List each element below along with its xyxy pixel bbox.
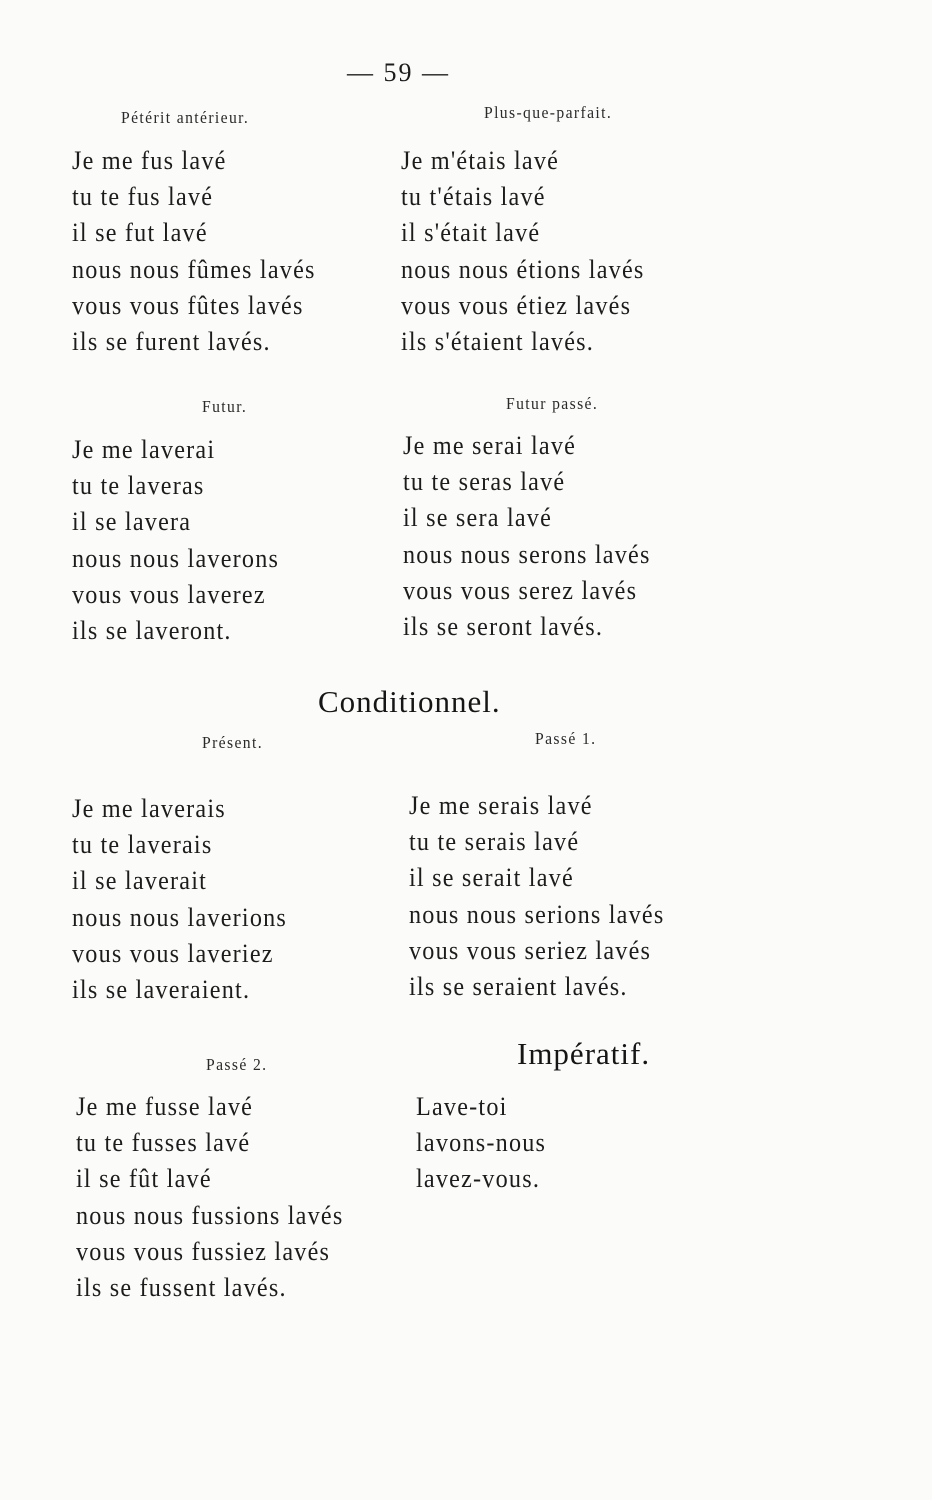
conjugation-line: vous vous fûtes lavés bbox=[72, 290, 304, 320]
label-futur-passe: Futur passé. bbox=[506, 394, 599, 413]
conjugation-line: tu te laverais bbox=[72, 830, 213, 860]
section-title-conditionnel: Conditionnel. bbox=[318, 684, 501, 719]
label-plus-que-parfait: Plus-que-parfait. bbox=[484, 103, 613, 122]
conjugation-line: ils se laveraient. bbox=[72, 974, 251, 1004]
conjugation-line: il se fût lavé bbox=[76, 1164, 212, 1194]
conjugation-line: ils se fussent lavés. bbox=[76, 1272, 287, 1302]
conjugation-line: Je me fusse lavé bbox=[76, 1092, 254, 1121]
conjugation-futur-passe bbox=[403, 428, 669, 645]
conjugation-line: il s'était lavé bbox=[401, 218, 541, 248]
conjugation-line: tu te fus lavé bbox=[72, 182, 214, 212]
conjugation-line: nous nous serions lavés bbox=[409, 899, 665, 929]
conjugation-line: vous vous laveriez bbox=[72, 938, 274, 968]
label-futur: Futur. bbox=[202, 397, 248, 416]
conjugation-conditionnel-passe-1 bbox=[409, 788, 684, 1005]
conjugation-line: ils s'étaient lavés. bbox=[401, 326, 595, 356]
conjugation-line: vous vous serez lavés bbox=[403, 575, 638, 605]
conjugation-imperatif bbox=[416, 1089, 556, 1198]
conjugation-line: il se sera lavé bbox=[403, 503, 553, 533]
conjugation-line: lavez-vous. bbox=[416, 1164, 541, 1194]
label-present: Présent. bbox=[202, 733, 263, 752]
conjugation-line: nous nous étions lavés bbox=[401, 254, 645, 284]
conjugation-line: nous nous laverons bbox=[72, 543, 280, 573]
label-preterit-anterieur: Pétérit antérieur. bbox=[121, 108, 250, 127]
conjugation-line: il se lavera bbox=[72, 507, 192, 537]
conjugation-line: Je me serai lavé bbox=[403, 431, 577, 460]
conjugation-futur bbox=[72, 432, 295, 649]
conjugation-line: Je m'étais lavé bbox=[401, 146, 560, 175]
conjugation-line: Je me laverai bbox=[72, 435, 216, 464]
conjugation-line: nous nous laverions bbox=[72, 902, 288, 932]
conjugation-line: lavons-nous bbox=[416, 1128, 547, 1158]
conjugation-line: tu t'étais lavé bbox=[401, 182, 546, 212]
conjugation-line: ils se furent lavés. bbox=[72, 326, 271, 356]
conjugation-line: vous vous laverez bbox=[72, 579, 266, 609]
conjugation-line: Je me fus lavé bbox=[72, 146, 227, 175]
conjugation-preterit-anterieur bbox=[72, 143, 334, 360]
conjugation-line: Je me laverais bbox=[72, 794, 226, 823]
conjugation-line: Lave-toi bbox=[416, 1092, 508, 1121]
conjugation-line: Je me serais lavé bbox=[409, 791, 593, 820]
label-passe-2: Passé 2. bbox=[206, 1055, 268, 1074]
conjugation-line: vous vous fussiez lavés bbox=[76, 1236, 331, 1266]
conjugation-line: il se serait lavé bbox=[409, 863, 574, 893]
page-number: — 59 — bbox=[347, 58, 450, 87]
conjugation-line: nous nous fûmes lavés bbox=[72, 254, 316, 284]
conjugation-line: tu te fusses lavé bbox=[76, 1128, 251, 1158]
conjugation-line: vous vous étiez lavés bbox=[401, 290, 632, 320]
conjugation-line: ils se seraient lavés. bbox=[409, 971, 628, 1001]
conjugation-line: tu te serais lavé bbox=[409, 827, 580, 857]
conjugation-conditionnel-passe-2 bbox=[76, 1089, 364, 1306]
conjugation-line: il se fut lavé bbox=[72, 218, 208, 248]
label-passe-1: Passé 1. bbox=[535, 729, 597, 748]
conjugation-line: il se laverait bbox=[72, 866, 208, 896]
conjugation-conditionnel-present bbox=[72, 791, 303, 1008]
section-title-imperatif: Impératif. bbox=[517, 1036, 651, 1071]
conjugation-plus-que-parfait bbox=[401, 143, 663, 360]
conjugation-line: tu te laveras bbox=[72, 471, 205, 501]
conjugation-line: ils se laveront. bbox=[72, 615, 232, 645]
conjugation-line: vous vous seriez lavés bbox=[409, 935, 652, 965]
conjugation-line: nous nous fussions lavés bbox=[76, 1200, 344, 1230]
conjugation-line: nous nous serons lavés bbox=[403, 539, 651, 569]
conjugation-line: ils se seront lavés. bbox=[403, 611, 604, 641]
conjugation-line: tu te seras lavé bbox=[403, 467, 566, 497]
